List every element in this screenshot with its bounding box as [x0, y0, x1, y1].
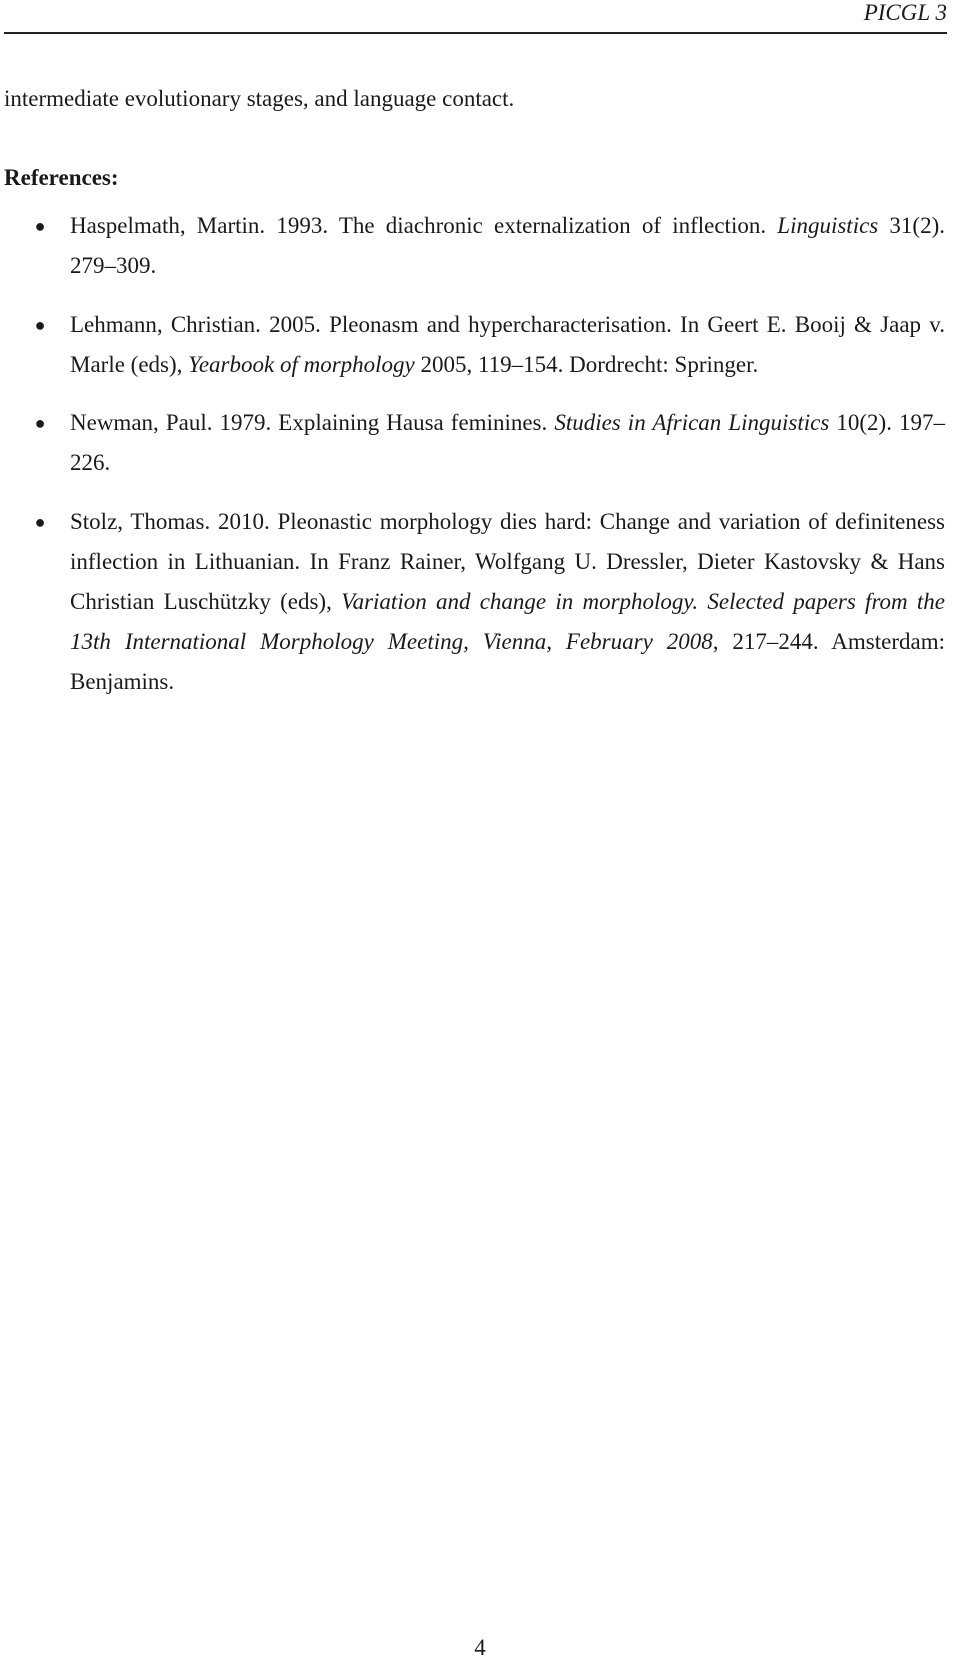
- bullet-icon: ●: [34, 216, 46, 236]
- bullet-icon: ●: [34, 413, 46, 433]
- reference-item-stolz: [34, 502, 945, 702]
- body-continuation-text: intermediate evolutionary stages, and language contact.: [4, 86, 515, 111]
- reference-text: Haspelmath, Martin. 1993. The diachronic externalization of inflection.: [70, 213, 778, 238]
- reference-text: Stolz, Thomas. 2010. Pleonastic morphology dies hard: Change and variation of definiteness inflection in Lithuanian. In Franz Rainer, Wolfgang U. Dressler, Dieter Kastovsky & Hans Christian Luschützky (eds),: [70, 509, 945, 614]
- page-number: 4: [474, 1635, 486, 1660]
- running-title: PICGL 3: [863, 0, 947, 25]
- reference-text: Newman, Paul. 1979. Explaining Hausa feminines.: [70, 410, 555, 435]
- reference-item-haspelmath: [34, 206, 946, 286]
- references-heading: References:: [4, 165, 119, 190]
- reference-text: 31(2). 279–309.: [70, 213, 946, 278]
- bullet-icon: ●: [34, 512, 46, 532]
- reference-item-newman: [34, 403, 945, 483]
- reference-item-lehmann: [34, 305, 945, 385]
- bullet-icon: ●: [34, 315, 46, 335]
- running-header: [4, 0, 947, 34]
- reference-journal: Studies in African Linguistics: [554, 410, 830, 435]
- reference-book-title: Yearbook of morphology: [188, 352, 415, 377]
- reference-text: 2005, 119–154. Dordrecht: Springer.: [414, 352, 759, 377]
- reference-journal: Linguistics: [777, 213, 879, 238]
- reference-text: 10(2). 197–226.: [70, 410, 945, 475]
- reference-book-title: Variation and change in morphology. Selected papers from the 13th International Morphology Meeting, Vienna, February 2008: [70, 589, 945, 654]
- reference-text: Lehmann, Christian. 2005. Pleonasm and hypercharacterisation. In Geert E. Booij & Jaap v. Marle (eds),: [70, 312, 945, 377]
- reference-text: , 217–244. Amsterdam: Benjamins.: [70, 629, 945, 694]
